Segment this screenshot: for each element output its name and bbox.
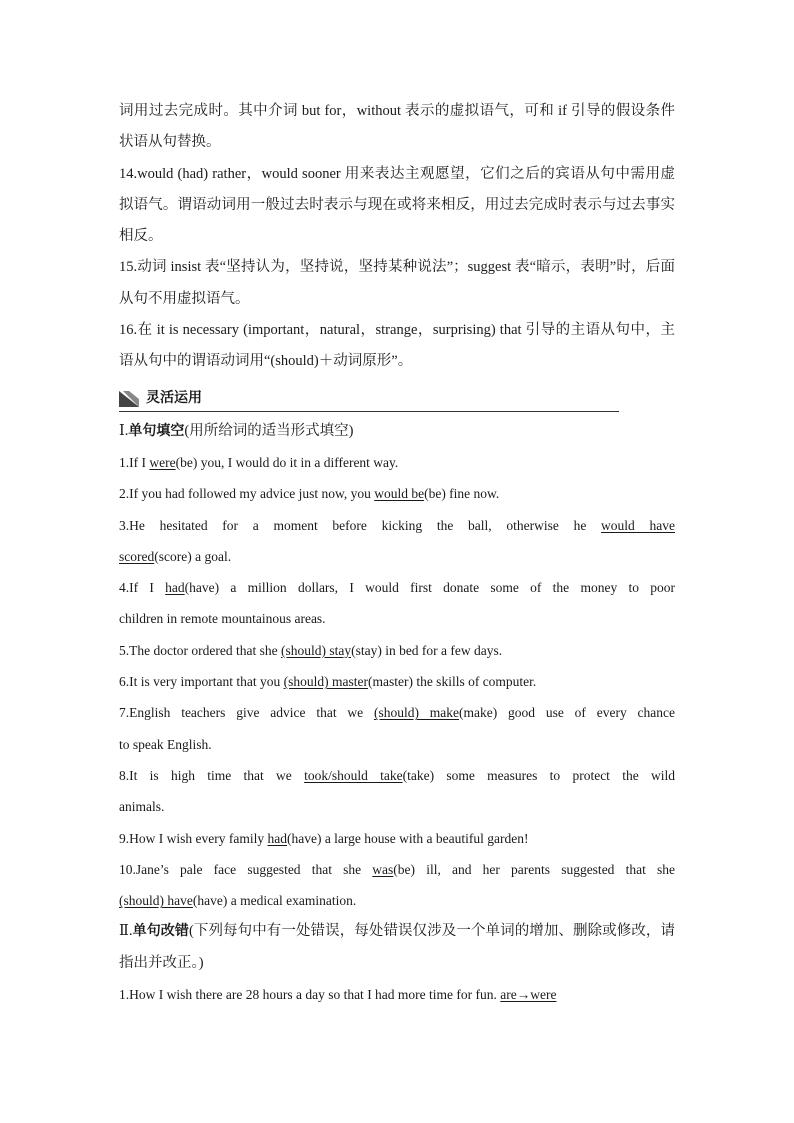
- question-8: 8.It is high time that we took/should take(take) some measures to protect the wild: [119, 767, 675, 783]
- question-10-cont: (should) have(have) a medical examination.: [119, 893, 357, 909]
- question-7-cont: to speak English.: [119, 736, 212, 752]
- question-3: 3.He hesitated for a moment before kicking the ball, otherwise he would have: [119, 517, 675, 533]
- section-header: [119, 384, 675, 414]
- answer-6: (should) master: [283, 674, 368, 690]
- answer-3-part1: would have: [601, 517, 675, 533]
- part2-roman: Ⅱ.: [119, 923, 133, 940]
- question-4-cont: children in remote mountainous areas.: [119, 611, 326, 627]
- document-page: [119, 96, 675, 1010]
- rule-paragraph-15: 15.动词 insist 表“坚持认为，坚持说，坚持某种说法”；suggest 表“暗示，表明”时，后面从句不用虚拟语气。: [119, 259, 675, 307]
- answer-4: had: [165, 580, 185, 596]
- answer-10-part2: (should) have: [119, 893, 193, 909]
- part2-title: 单句改错: [132, 923, 189, 940]
- answer-3-part2: scored: [119, 548, 155, 564]
- question-3-cont: scored(score) a goal.: [119, 548, 232, 564]
- rule-paragraph-16: 16.在 it is necessary (important，natural，strange，surprising) that 引导的主语从句中，主语从句中的谓语动词用“(should)＋动词原形”。: [119, 322, 675, 370]
- part2-question-1: 1.How I wish there are 28 hours a day so that I had more time for fun. are→were: [119, 987, 557, 1003]
- question-10: 10.Jane’s pale face suggested that she was(be) ill, and her parents suggested that she: [119, 861, 675, 877]
- question-1: 1.If I were(be) you, I would do it in a different way.: [119, 454, 399, 470]
- section-divider: [119, 411, 619, 412]
- rule-paragraph-14: 14.would (had) rather，would sooner 用来表达主观愿望，它们之后的宾语从句中需用虚拟语气。谓语动词用一般过去时表示与现在或将来相反，用过去完成时表示与过去事实相反。: [119, 165, 675, 245]
- rule-paragraph-13-continued: 词用过去完成时。其中介词 but for，without 表示的虚拟语气，可和 if 引导的假设条件状语从句替换。: [119, 103, 675, 151]
- question-4: 4.If I had(have) a million dollars, I would first donate some of the money to poor: [119, 580, 675, 596]
- answer-9: had: [267, 830, 287, 846]
- answer-8: took/should take: [304, 767, 403, 783]
- question-2: 2.If you had followed my advice just now, you would be(be) fine now.: [119, 486, 500, 502]
- part1-title: 单句填空: [128, 422, 185, 439]
- answer-10-part1: was: [372, 861, 394, 877]
- part1-roman: Ⅰ.: [119, 422, 129, 439]
- part1-heading: [119, 416, 675, 447]
- answer-2: would be: [374, 486, 425, 502]
- question-7: 7.English teachers give advice that we (should) make(make) good use of every chance: [119, 705, 675, 721]
- part2-heading: [119, 916, 675, 979]
- section-marker-icon: [119, 391, 139, 407]
- part2-answer-1: are→were: [500, 987, 557, 1003]
- part2-instruction: (下列每句中有一处错误，每处错误仅涉及一个单词的增加、删除或修改，请指出并改正。): [119, 923, 676, 971]
- part1-instruction: (用所给词的适当形式填空): [184, 422, 354, 439]
- question-9: 9.How I wish every family had(have) a large house with a beautiful garden!: [119, 830, 529, 846]
- question-5: 5.The doctor ordered that she (should) stay(stay) in bed for a few days.: [119, 642, 503, 658]
- question-8-cont: animals.: [119, 799, 165, 815]
- section-title: 灵活运用: [146, 389, 202, 406]
- answer-7: (should) make: [373, 705, 459, 721]
- question-6: 6.It is very important that you (should) master(master) the skills of computer.: [119, 674, 537, 690]
- answer-1: were: [149, 454, 176, 470]
- answer-5: (should) stay: [280, 642, 352, 658]
